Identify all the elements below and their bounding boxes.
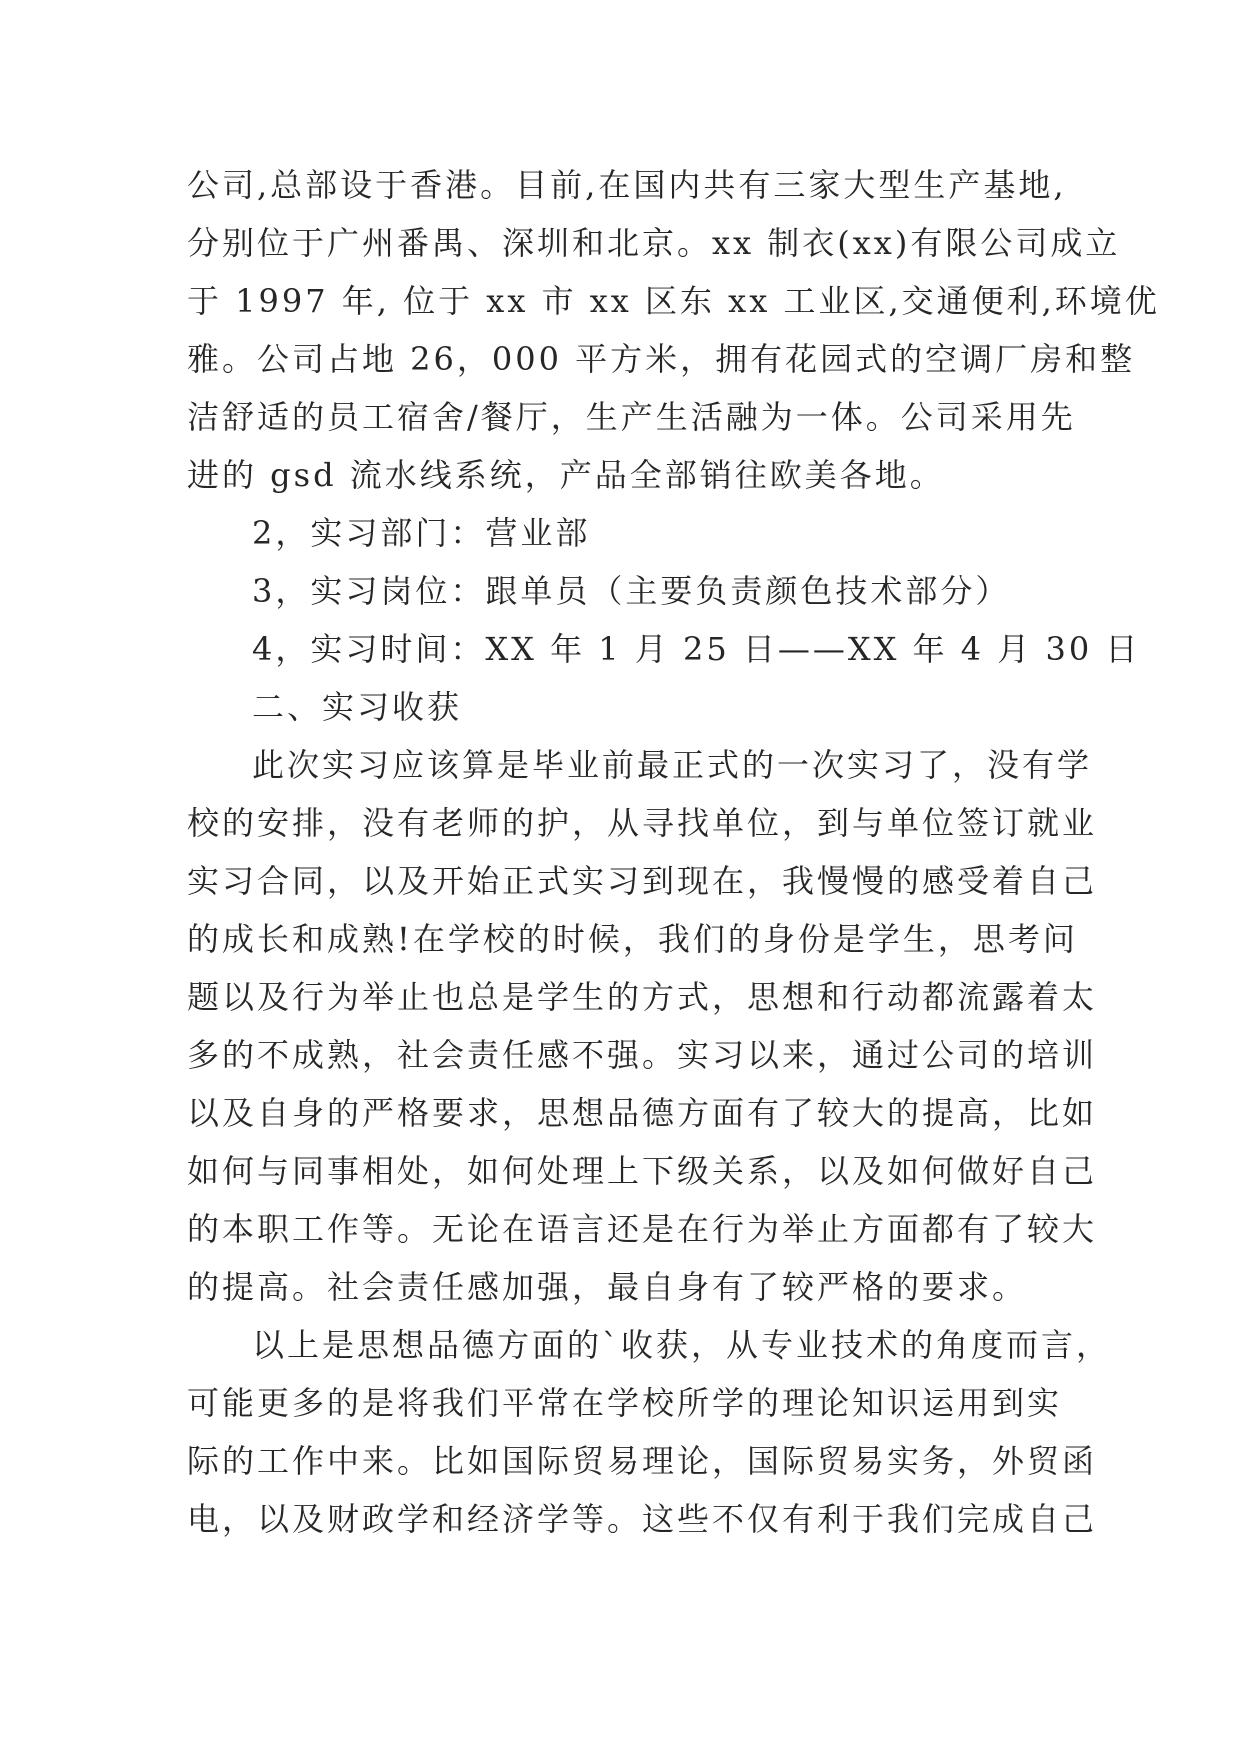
body-text-line: 题以及行为举止也总是学生的方式，思想和行动都流露着太	[187, 978, 1098, 1016]
body-text-line: 进的 gsd 流水线系统，产品全部销往欧美各地。	[187, 456, 945, 494]
body-text-line: 的成长和成熟!在学校的时候，我们的身份是学生，思考问	[187, 920, 1078, 958]
paragraph-first-line: 此次实习应该算是毕业前最正式的一次实习了，没有学	[252, 746, 1093, 784]
body-text-line: 雅。公司占地 26，000 平方米，拥有花园式的空调厂房和整	[187, 340, 1136, 378]
body-text-line: 多的不成熟，社会责任感不强。实习以来，通过公司的培训	[187, 1036, 1098, 1074]
body-text-line: 校的安排，没有老师的护，从寻找单位，到与单位签订就业	[187, 804, 1098, 842]
body-text-line: 以及自身的严格要求，思想品德方面有了较大的提高，比如	[187, 1094, 1098, 1132]
list-item-position: 3，实习岗位：跟单员（主要负责颜色技术部分）	[252, 572, 1011, 610]
body-text-line: 公司,总部设于香港。目前,在国内共有三家大型生产基地,	[187, 166, 1067, 204]
body-text-line: 的本职工作等。无论在语言还是在行为举止方面都有了较大	[187, 1210, 1098, 1248]
body-text-line: 洁舒适的员工宿舍/餐厅，生产生活融为一体。公司采用先	[187, 398, 1076, 436]
section-heading: 二、实习收获	[252, 688, 463, 726]
body-text-line: 分别位于广州番禺、深圳和北京。xx 制衣(xx)有限公司成立	[187, 224, 1121, 262]
body-text-line: 实习合同，以及开始正式实习到现在，我慢慢的感受着自己	[187, 862, 1098, 900]
list-item-department: 2，实习部门：营业部	[252, 514, 591, 552]
body-text-line: 如何与同事相处，如何处理上下级关系，以及如何做好自己	[187, 1152, 1098, 1190]
body-text-line: 于 1997 年, 位于 xx 市 xx 区东 xx 工业区,交通便利,环境优	[187, 282, 1160, 320]
body-text-line: 电，以及财政学和经济学等。这些不仅有利于我们完成自己	[187, 1500, 1098, 1538]
paragraph-first-line: 以上是思想品德方面的`收获，从专业技术的角度而言，	[252, 1326, 1112, 1364]
list-item-period: 4，实习时间：XX 年 1 月 25 日——XX 年 4 月 30 日	[252, 630, 1141, 668]
body-text-line: 的提高。社会责任感加强，最自身有了较严格的要求。	[187, 1268, 1028, 1306]
body-text-line: 可能更多的是将我们平常在学校所学的理论知识运用到实	[187, 1384, 1063, 1422]
body-text-line: 际的工作中来。比如国际贸易理论，国际贸易实务，外贸函	[187, 1442, 1098, 1480]
